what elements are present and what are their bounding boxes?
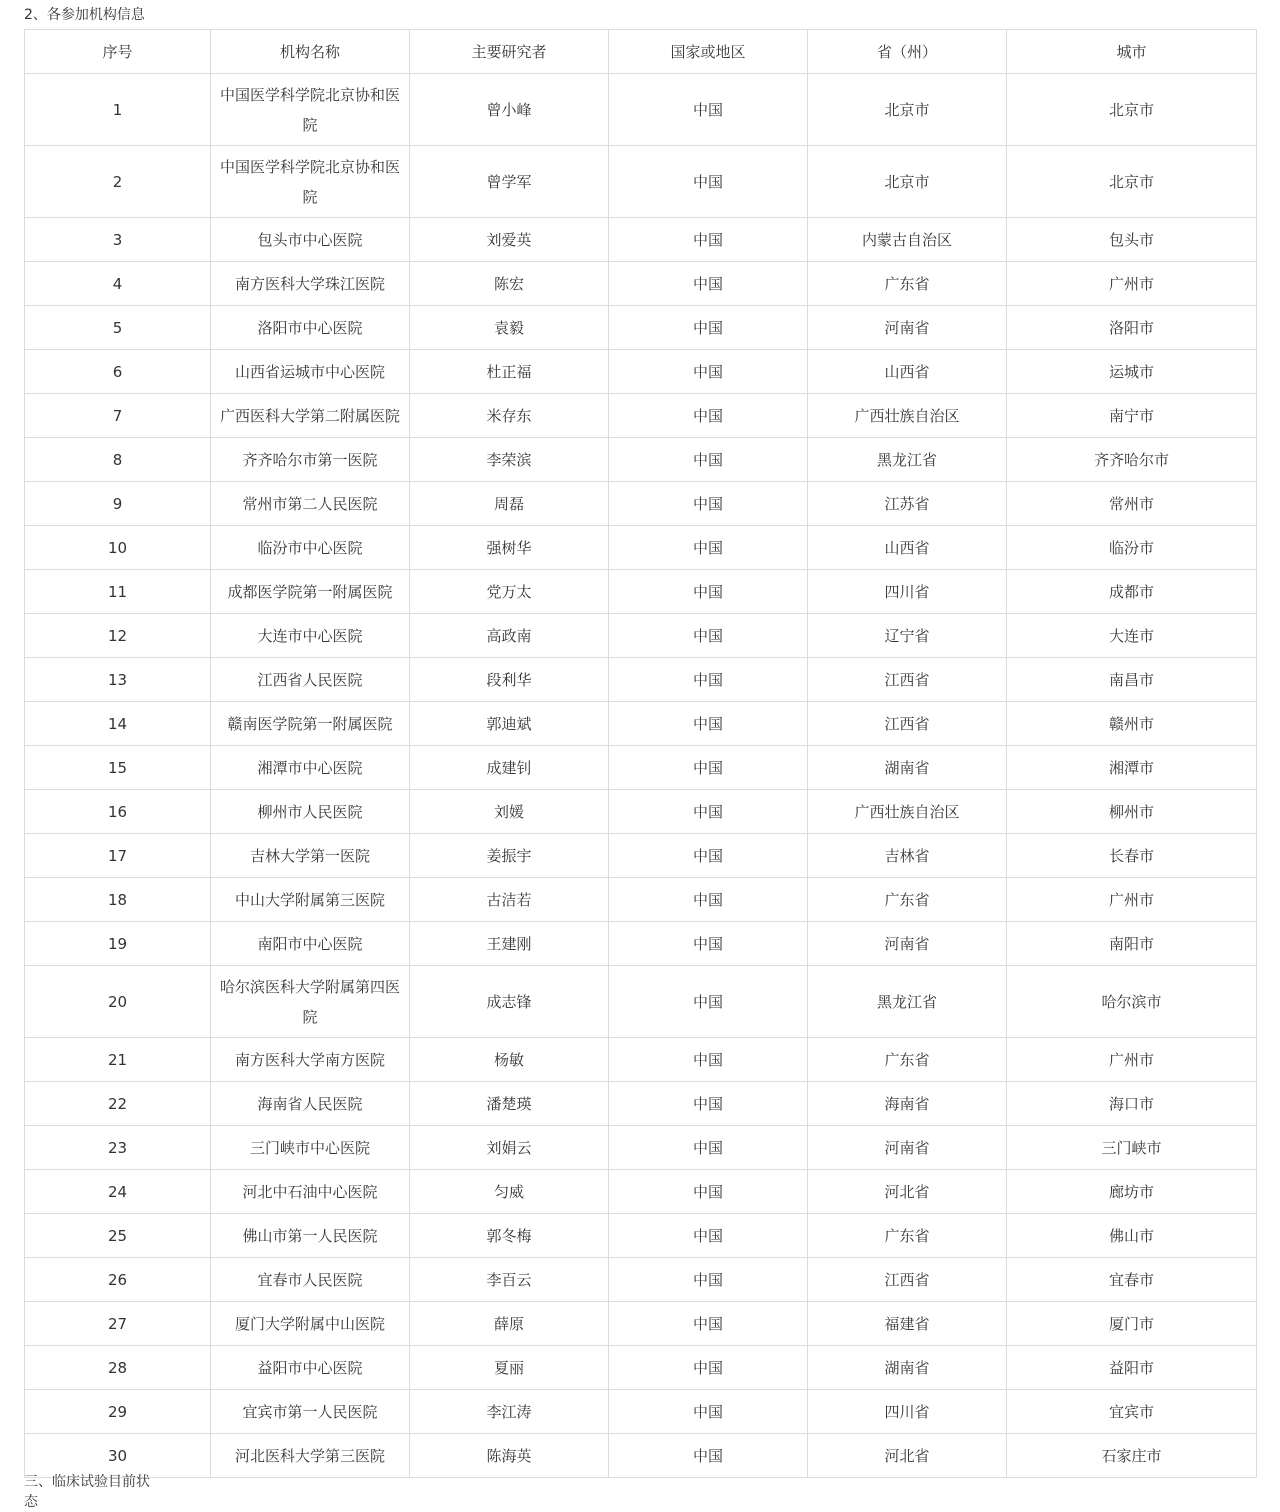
- cell-province: 海南省: [808, 1082, 1007, 1126]
- cell-institution: 厦门大学附属中山医院: [211, 1302, 410, 1346]
- cell-city: 佛山市: [1007, 1214, 1257, 1258]
- cell-province: 广西壮族自治区: [808, 394, 1007, 438]
- cell-investigator: 成建钊: [410, 746, 609, 790]
- table-row: [25, 482, 1257, 526]
- cell-province: 江西省: [808, 1258, 1007, 1302]
- cell-country: 中国: [609, 218, 808, 262]
- cell-index: 29: [25, 1390, 211, 1434]
- cell-country: 中国: [609, 1082, 808, 1126]
- cell-index: 9: [25, 482, 211, 526]
- cell-city: 齐齐哈尔市: [1007, 438, 1257, 482]
- cell-index: 27: [25, 1302, 211, 1346]
- table-row: [25, 834, 1257, 878]
- cell-investigator: 高政南: [410, 614, 609, 658]
- cell-investigator: 陈海英: [410, 1434, 609, 1478]
- cell-index: 4: [25, 262, 211, 306]
- cell-institution: 宜春市人民医院: [211, 1258, 410, 1302]
- cell-city: 北京市: [1007, 146, 1257, 218]
- header-country: 国家或地区: [609, 30, 808, 74]
- cell-city: 海口市: [1007, 1082, 1257, 1126]
- cell-province: 辽宁省: [808, 614, 1007, 658]
- cell-city: 南阳市: [1007, 922, 1257, 966]
- cell-investigator: 党万太: [410, 570, 609, 614]
- table-row: [25, 1434, 1257, 1478]
- cell-city: 三门峡市: [1007, 1126, 1257, 1170]
- cell-index: 23: [25, 1126, 211, 1170]
- table-row: [25, 218, 1257, 262]
- header-investigator: 主要研究者: [410, 30, 609, 74]
- cell-index: 5: [25, 306, 211, 350]
- cell-investigator: 强树华: [410, 526, 609, 570]
- cell-index: 16: [25, 790, 211, 834]
- cell-city: 湘潭市: [1007, 746, 1257, 790]
- table-row: [25, 614, 1257, 658]
- cell-country: 中国: [609, 658, 808, 702]
- cell-country: 中国: [609, 526, 808, 570]
- cell-institution: 山西省运城市中心医院: [211, 350, 410, 394]
- cell-investigator: 杨敏: [410, 1038, 609, 1082]
- cell-country: 中国: [609, 482, 808, 526]
- cell-index: 1: [25, 74, 211, 146]
- cell-country: 中国: [609, 746, 808, 790]
- cell-investigator: 刘娟云: [410, 1126, 609, 1170]
- cell-institution: 南方医科大学珠江医院: [211, 262, 410, 306]
- cell-city: 北京市: [1007, 74, 1257, 146]
- cell-province: 山西省: [808, 526, 1007, 570]
- cell-institution: 益阳市中心医院: [211, 1346, 410, 1390]
- cell-investigator: 李荣滨: [410, 438, 609, 482]
- table-row: [25, 1170, 1257, 1214]
- cell-country: 中国: [609, 1346, 808, 1390]
- cell-country: 中国: [609, 306, 808, 350]
- cell-investigator: 薛原: [410, 1302, 609, 1346]
- cell-index: 15: [25, 746, 211, 790]
- table-row: [25, 658, 1257, 702]
- table-row: [25, 262, 1257, 306]
- cell-country: 中国: [609, 1214, 808, 1258]
- cell-city: 成都市: [1007, 570, 1257, 614]
- cell-province: 江西省: [808, 658, 1007, 702]
- cell-city: 益阳市: [1007, 1346, 1257, 1390]
- cell-institution: 吉林大学第一医院: [211, 834, 410, 878]
- cell-institution: 齐齐哈尔市第一医院: [211, 438, 410, 482]
- table-row: [25, 1302, 1257, 1346]
- cell-province: 河南省: [808, 306, 1007, 350]
- cell-country: 中国: [609, 438, 808, 482]
- cell-institution: 河北医科大学第三医院: [211, 1434, 410, 1478]
- cell-investigator: 潘楚瑛: [410, 1082, 609, 1126]
- cell-investigator: 米存东: [410, 394, 609, 438]
- cell-province: 北京市: [808, 146, 1007, 218]
- cell-city: 厦门市: [1007, 1302, 1257, 1346]
- cell-country: 中国: [609, 350, 808, 394]
- cell-province: 山西省: [808, 350, 1007, 394]
- table-row: [25, 1346, 1257, 1390]
- cell-city: 常州市: [1007, 482, 1257, 526]
- cell-institution: 柳州市人民医院: [211, 790, 410, 834]
- table-header-row: [25, 30, 1257, 74]
- cell-investigator: 夏丽: [410, 1346, 609, 1390]
- table-row: [25, 1390, 1257, 1434]
- header-province: 省（州）: [808, 30, 1007, 74]
- table-row: [25, 306, 1257, 350]
- cell-index: 30: [25, 1434, 211, 1478]
- cell-country: 中国: [609, 966, 808, 1038]
- cell-institution: 临汾市中心医院: [211, 526, 410, 570]
- cell-institution: 中国医学科学院北京协和医院: [211, 146, 410, 218]
- cell-institution: 江西省人民医院: [211, 658, 410, 702]
- cell-province: 吉林省: [808, 834, 1007, 878]
- cell-index: 6: [25, 350, 211, 394]
- cell-city: 赣州市: [1007, 702, 1257, 746]
- cell-province: 四川省: [808, 1390, 1007, 1434]
- cell-country: 中国: [609, 146, 808, 218]
- cell-province: 内蒙古自治区: [808, 218, 1007, 262]
- cell-city: 廊坊市: [1007, 1170, 1257, 1214]
- cell-province: 江苏省: [808, 482, 1007, 526]
- cell-institution: 中国医学科学院北京协和医院: [211, 74, 410, 146]
- table-row: [25, 146, 1257, 218]
- table-row: [25, 526, 1257, 570]
- header-index: 序号: [25, 30, 211, 74]
- cell-province: 福建省: [808, 1302, 1007, 1346]
- cell-province: 广东省: [808, 1038, 1007, 1082]
- cell-country: 中国: [609, 1038, 808, 1082]
- cell-city: 柳州市: [1007, 790, 1257, 834]
- cell-province: 黑龙江省: [808, 438, 1007, 482]
- cell-city: 南宁市: [1007, 394, 1257, 438]
- cell-city: 南昌市: [1007, 658, 1257, 702]
- cell-province: 广西壮族自治区: [808, 790, 1007, 834]
- cell-investigator: 郭冬梅: [410, 1214, 609, 1258]
- cell-city: 广州市: [1007, 878, 1257, 922]
- cell-index: 28: [25, 1346, 211, 1390]
- table-row: [25, 438, 1257, 482]
- table-row: [25, 966, 1257, 1038]
- cell-country: 中国: [609, 1390, 808, 1434]
- cell-investigator: 匀威: [410, 1170, 609, 1214]
- cell-institution: 海南省人民医院: [211, 1082, 410, 1126]
- cell-investigator: 曾学军: [410, 146, 609, 218]
- cell-index: 18: [25, 878, 211, 922]
- header-city: 城市: [1007, 30, 1257, 74]
- table-row: [25, 1214, 1257, 1258]
- cell-investigator: 姜振宇: [410, 834, 609, 878]
- table-row: [25, 790, 1257, 834]
- cell-investigator: 王建刚: [410, 922, 609, 966]
- cell-investigator: 陈宏: [410, 262, 609, 306]
- cell-investigator: 周磊: [410, 482, 609, 526]
- cell-country: 中国: [609, 834, 808, 878]
- cell-country: 中国: [609, 614, 808, 658]
- cell-investigator: 刘媛: [410, 790, 609, 834]
- cell-city: 临汾市: [1007, 526, 1257, 570]
- cell-city: 大连市: [1007, 614, 1257, 658]
- cell-country: 中国: [609, 570, 808, 614]
- table-row: [25, 1038, 1257, 1082]
- cell-province: 河北省: [808, 1434, 1007, 1478]
- cell-city: 哈尔滨市: [1007, 966, 1257, 1038]
- cell-index: 20: [25, 966, 211, 1038]
- cell-investigator: 成志锋: [410, 966, 609, 1038]
- cell-index: 3: [25, 218, 211, 262]
- cell-index: 11: [25, 570, 211, 614]
- cell-province: 广东省: [808, 1214, 1007, 1258]
- cell-institution: 三门峡市中心医院: [211, 1126, 410, 1170]
- cell-index: 14: [25, 702, 211, 746]
- cell-institution: 南阳市中心医院: [211, 922, 410, 966]
- cell-institution: 中山大学附属第三医院: [211, 878, 410, 922]
- cell-index: 24: [25, 1170, 211, 1214]
- section-title: 2、各参加机构信息: [24, 7, 145, 23]
- cell-investigator: 袁毅: [410, 306, 609, 350]
- cell-country: 中国: [609, 74, 808, 146]
- cell-country: 中国: [609, 262, 808, 306]
- cell-investigator: 古洁若: [410, 878, 609, 922]
- cell-country: 中国: [609, 702, 808, 746]
- cell-province: 河南省: [808, 1126, 1007, 1170]
- cell-city: 宜春市: [1007, 1258, 1257, 1302]
- cell-country: 中国: [609, 878, 808, 922]
- cell-index: 22: [25, 1082, 211, 1126]
- cell-index: 8: [25, 438, 211, 482]
- cell-index: 13: [25, 658, 211, 702]
- cell-institution: 洛阳市中心医院: [211, 306, 410, 350]
- cell-institution: 南方医科大学南方医院: [211, 1038, 410, 1082]
- cell-country: 中国: [609, 1170, 808, 1214]
- cell-institution: 哈尔滨医科大学附属第四医院: [211, 966, 410, 1038]
- cell-country: 中国: [609, 1126, 808, 1170]
- cell-province: 广东省: [808, 878, 1007, 922]
- cell-city: 包头市: [1007, 218, 1257, 262]
- table-row: [25, 570, 1257, 614]
- cell-index: 17: [25, 834, 211, 878]
- cell-country: 中国: [609, 394, 808, 438]
- cell-country: 中国: [609, 922, 808, 966]
- cell-investigator: 郭迪斌: [410, 702, 609, 746]
- cell-country: 中国: [609, 1258, 808, 1302]
- cell-province: 江西省: [808, 702, 1007, 746]
- cell-province: 黑龙江省: [808, 966, 1007, 1038]
- table-row: [25, 74, 1257, 146]
- cell-index: 26: [25, 1258, 211, 1302]
- cell-city: 广州市: [1007, 262, 1257, 306]
- table-row: [25, 878, 1257, 922]
- cell-province: 北京市: [808, 74, 1007, 146]
- table-row: [25, 1082, 1257, 1126]
- cell-institution: 常州市第二人民医院: [211, 482, 410, 526]
- cell-index: 10: [25, 526, 211, 570]
- cell-province: 湖南省: [808, 1346, 1007, 1390]
- cell-province: 四川省: [808, 570, 1007, 614]
- cell-country: 中国: [609, 790, 808, 834]
- cell-institution: 佛山市第一人民医院: [211, 1214, 410, 1258]
- cell-province: 广东省: [808, 262, 1007, 306]
- cell-city: 长春市: [1007, 834, 1257, 878]
- cell-institution: 大连市中心医院: [211, 614, 410, 658]
- cell-city: 运城市: [1007, 350, 1257, 394]
- table-row: [25, 1258, 1257, 1302]
- table-row: [25, 702, 1257, 746]
- cell-country: 中国: [609, 1302, 808, 1346]
- cell-index: 19: [25, 922, 211, 966]
- cell-investigator: 刘爱英: [410, 218, 609, 262]
- table-row: [25, 746, 1257, 790]
- cell-country: 中国: [609, 1434, 808, 1478]
- cell-investigator: 曾小峰: [410, 74, 609, 146]
- cell-city: 石家庄市: [1007, 1434, 1257, 1478]
- cell-institution: 赣南医学院第一附属医院: [211, 702, 410, 746]
- cell-city: 洛阳市: [1007, 306, 1257, 350]
- cell-index: 21: [25, 1038, 211, 1082]
- cell-investigator: 李百云: [410, 1258, 609, 1302]
- cell-province: 河南省: [808, 922, 1007, 966]
- header-institution: 机构名称: [211, 30, 410, 74]
- cell-index: 7: [25, 394, 211, 438]
- cell-index: 12: [25, 614, 211, 658]
- cell-institution: 河北中石油中心医院: [211, 1170, 410, 1214]
- cell-institution: 湘潭市中心医院: [211, 746, 410, 790]
- cell-province: 河北省: [808, 1170, 1007, 1214]
- cell-index: 25: [25, 1214, 211, 1258]
- cell-institution: 宜宾市第一人民医院: [211, 1390, 410, 1434]
- cell-investigator: 李江涛: [410, 1390, 609, 1434]
- cell-investigator: 段利华: [410, 658, 609, 702]
- table-row: [25, 350, 1257, 394]
- table-row: [25, 1126, 1257, 1170]
- cell-city: 广州市: [1007, 1038, 1257, 1082]
- cell-province: 湖南省: [808, 746, 1007, 790]
- next-section-title: 三、临床试验目前状态: [24, 1474, 150, 1510]
- cell-institution: 广西医科大学第二附属医院: [211, 394, 410, 438]
- cell-institution: 包头市中心医院: [211, 218, 410, 262]
- cell-institution: 成都医学院第一附属医院: [211, 570, 410, 614]
- cell-index: 2: [25, 146, 211, 218]
- cell-city: 宜宾市: [1007, 1390, 1257, 1434]
- table-row: [25, 922, 1257, 966]
- table-row: [25, 394, 1257, 438]
- cell-investigator: 杜正福: [410, 350, 609, 394]
